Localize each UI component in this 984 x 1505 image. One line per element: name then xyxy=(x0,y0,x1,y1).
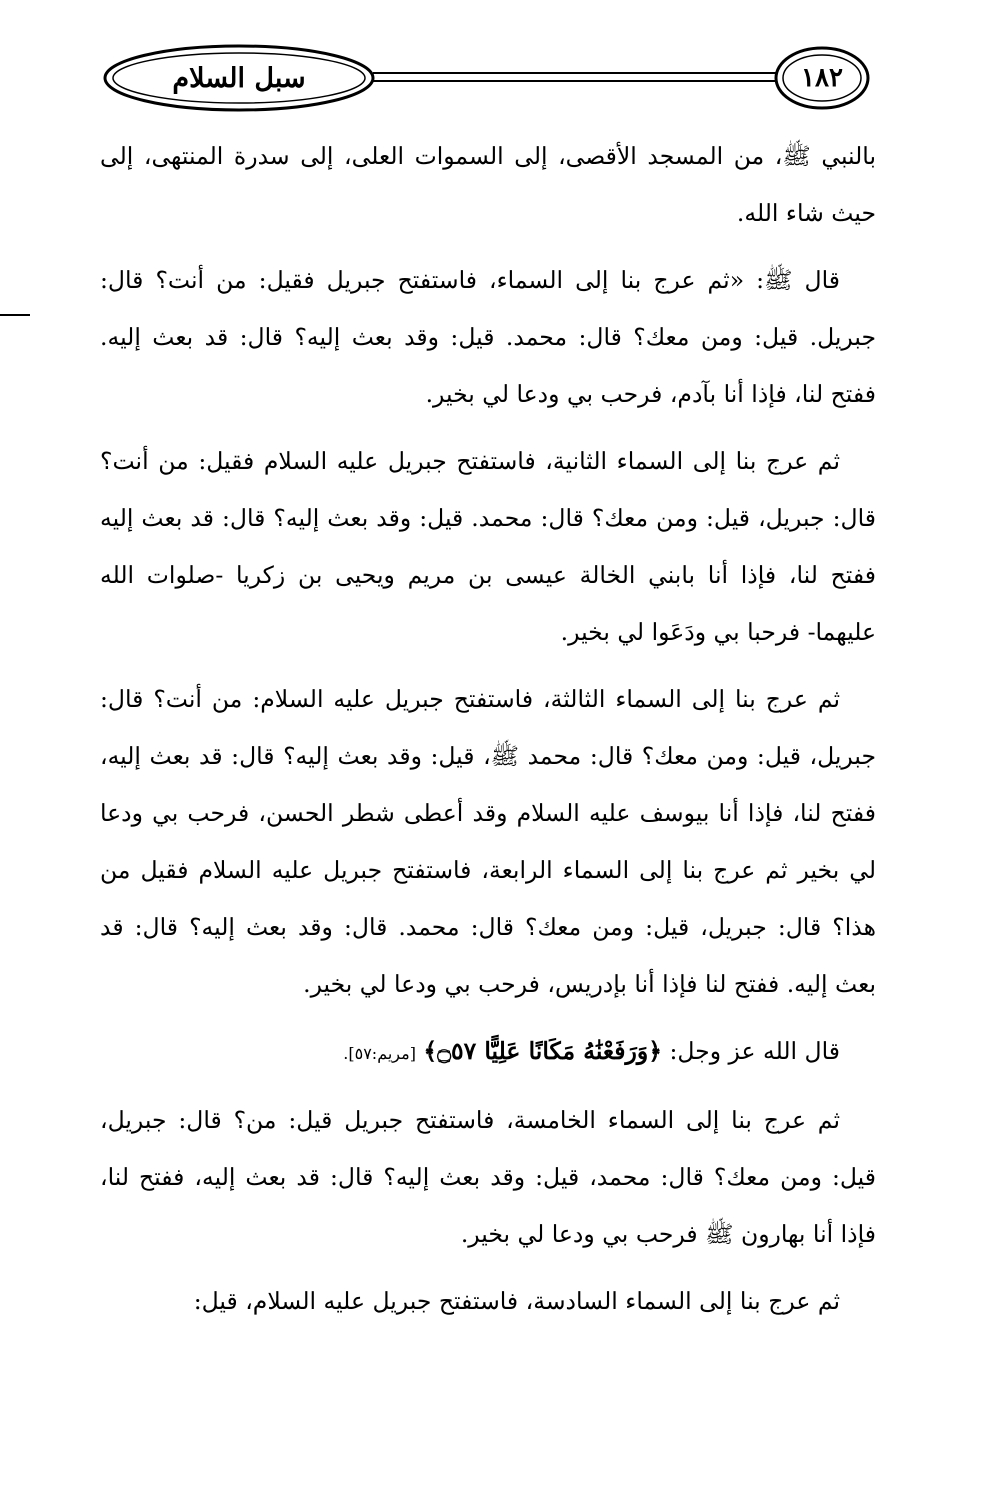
page-header xyxy=(100,40,870,122)
citation-intro: قال الله عز وجل: xyxy=(669,1037,840,1065)
paragraph: بالنبي ﷺ، من المسجد الأقصى، إلى السموات العلى، إلى سدرة المنتهى، إلى حيث شاء الله. xyxy=(100,142,876,227)
paragraph: قال ﷺ: «ثم عرج بنا إلى السماء، فاستفتح جبريل فقيل: من أنت؟ قال: جبريل. قيل: ومن معك؟ قال: محمد. قيل: وقد بعث إليه؟ قال: قد بعث إليه. ففتح لنا، فإذا أنا بآدم، فرحب بي ودعا لي بخير. xyxy=(100,266,876,408)
quran-citation-paragraph xyxy=(100,1023,876,1082)
body-text xyxy=(100,128,876,1340)
paragraph: ثم عرج بنا إلى السماء الثانية، فاستفتح جبريل عليه السلام فقيل: من أنت؟ قال: جبريل، قيل: ومن معك؟ قال: محمد. قيل: وقد بعث إليه؟ قال: قد بعث إليه ففتح لنا، فإذا أنا بابني الخالة عيسى بن مريم ويحيى بن زكريا -صلوات الله عليهما- فرحبا بي ودَعَوا لي بخير. xyxy=(100,447,876,646)
running-title: سبل السلام xyxy=(172,62,306,94)
margin-mark xyxy=(0,314,30,316)
paragraph: ثم عرج بنا إلى السماء الثالثة، فاستفتح جبريل عليه السلام: من أنت؟ قال: جبريل، قيل: ومن معك؟ قال: محمد ﷺ، قيل: وقد بعث إليه؟ قال: قد بعث إليه، ففتح لنا، فإذا أنا بيوسف عليه السلام وقد أعطى شطر الحسن، فرحب بي ودعا لي بخير ثم عرج بنا إلى السماء الرابعة، فاستفتح جبريل عليه السلام فقيل من هذا؟ قال: جبريل، قيل: ومن معك؟ قال: محمد. قال: وقد بعث إليه؟ قال: قد بعث إليه. ففتح لنا فإذا أنا بإدريس، فرحب بي ودعا لي بخير. xyxy=(100,685,876,998)
verse-reference: [مريم:٥٧]. xyxy=(343,1044,416,1063)
paragraph: ثم عرج بنا إلى السماء السادسة، فاستفتح جبريل عليه السلام، قيل: xyxy=(193,1287,840,1315)
paragraph: ثم عرج بنا إلى السماء الخامسة، فاستفتح جبريل قيل: من؟ قال: جبريل، قيل: ومن معك؟ قال: محمد، قيل: وقد بعث إليه؟ قال: قد بعث إليه، ففتح لنا، فإذا أنا بهارون ﷺ فرحب بي ودعا لي بخير. xyxy=(100,1106,876,1248)
quran-verse: ﴿وَرَفَعْنَٰهُ مَكَانًا عَلِيًّا ۝٥٧﴾ xyxy=(423,1037,662,1065)
page-number: ١٨٢ xyxy=(801,63,843,93)
